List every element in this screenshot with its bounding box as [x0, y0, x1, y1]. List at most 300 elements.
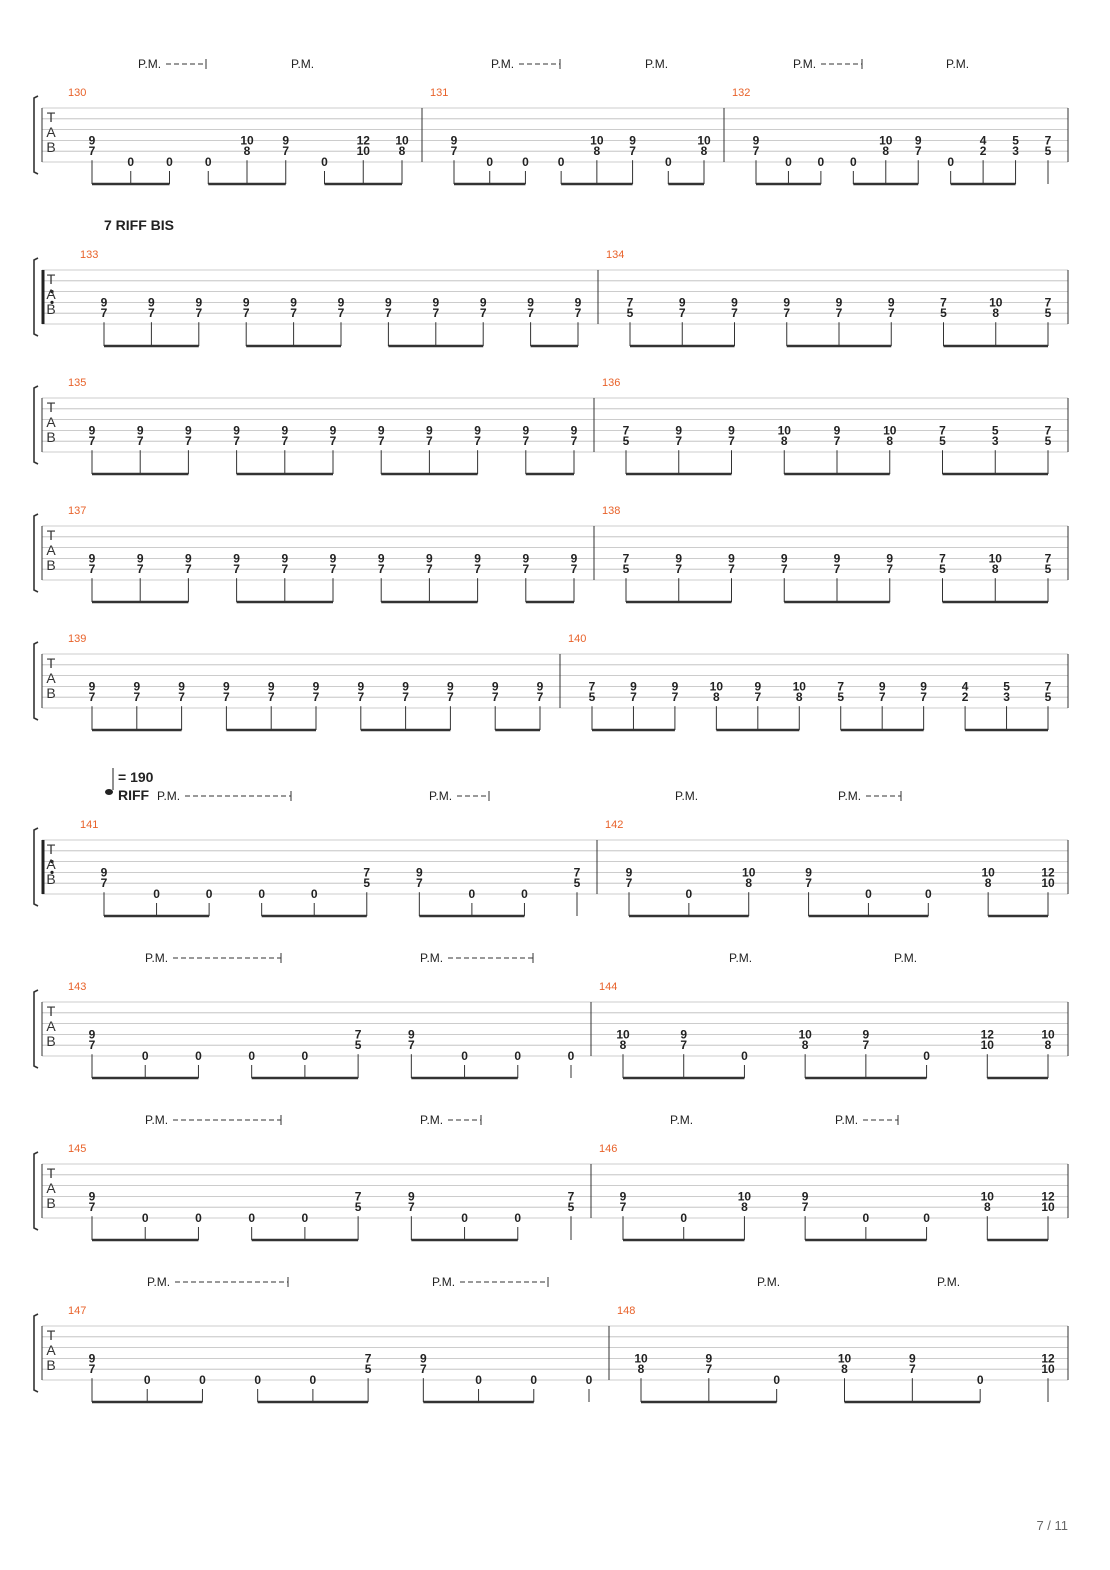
- fret-number: 0: [141, 1211, 149, 1225]
- fret-number: 9: [88, 1189, 96, 1204]
- fret-number: 7: [625, 876, 633, 891]
- palm-mute-label: P.M.: [757, 1275, 781, 1289]
- section-label: 7 RIFF BIS: [104, 217, 175, 233]
- fret-number: 9: [630, 679, 637, 694]
- fret-number: 0: [461, 1211, 468, 1225]
- fret-number: 7: [570, 562, 578, 577]
- fret-number: 7: [407, 1200, 415, 1215]
- fret-number: 7: [878, 690, 886, 705]
- fret-number: 9: [223, 679, 230, 694]
- fret-number: 0: [773, 1373, 781, 1387]
- palm-mute-label: P.M.: [145, 951, 169, 965]
- fret-number: 7: [1044, 679, 1052, 694]
- fret-number: 7: [385, 306, 392, 321]
- fret-number: 8: [991, 562, 999, 577]
- fret-number: 8: [992, 306, 1000, 321]
- fret-number: 7: [675, 434, 683, 449]
- fret-number: 10: [697, 133, 711, 148]
- fret-number: 10: [988, 551, 1002, 566]
- fret-number: 9: [178, 679, 185, 694]
- system-bracket: [34, 642, 38, 720]
- fret-number: 8: [983, 1200, 991, 1215]
- fret-number: 7: [630, 690, 637, 705]
- fret-number: 10: [240, 133, 254, 148]
- fret-number: 7: [914, 144, 922, 159]
- fret-number: 0: [310, 887, 318, 901]
- fret-number: 9: [908, 1351, 916, 1366]
- tab-clef-letter: A: [46, 670, 56, 686]
- fret-number: 7: [754, 690, 762, 705]
- fret-number: 10: [1041, 1200, 1055, 1215]
- fret-number: 7: [678, 306, 686, 321]
- tab-clef-letter: T: [46, 1327, 56, 1343]
- fret-number: 9: [337, 295, 345, 310]
- fret-number: 5: [939, 434, 946, 449]
- system-bracket: [34, 1152, 38, 1230]
- fret-number: 9: [432, 295, 440, 310]
- tab-clef-letter: B: [46, 557, 56, 573]
- tab-clef-letter: A: [46, 286, 56, 302]
- fret-number: 8: [619, 1038, 627, 1053]
- tab-clef-letter: B: [46, 1033, 56, 1049]
- fret-number: 9: [385, 295, 392, 310]
- fret-number: 9: [914, 133, 922, 148]
- fret-number: 0: [862, 1211, 870, 1225]
- fret-number: 7: [88, 1200, 96, 1215]
- fret-number: 7: [363, 865, 371, 880]
- fret-number: 8: [398, 144, 406, 159]
- fret-number: 7: [88, 690, 96, 705]
- measure-number: 148: [617, 1305, 636, 1317]
- fret-number: 8: [795, 690, 803, 705]
- fret-number: 0: [248, 1211, 256, 1225]
- fret-number: 0: [301, 1211, 309, 1225]
- fret-number: 7: [354, 1189, 362, 1204]
- fret-number: 7: [148, 306, 155, 321]
- fret-number: 9: [88, 551, 96, 566]
- fret-number: 5: [939, 562, 946, 577]
- fret-number: 7: [536, 690, 544, 705]
- fret-number: 7: [671, 690, 679, 705]
- fret-number: 5: [837, 690, 845, 705]
- fret-number: 9: [522, 551, 530, 566]
- fret-number: 9: [920, 679, 927, 694]
- fret-number: 9: [527, 295, 534, 310]
- fret-number: 7: [354, 1027, 362, 1042]
- fret-number: 9: [88, 679, 96, 694]
- fret-number: 7: [728, 562, 735, 577]
- fret-number: 7: [281, 562, 289, 577]
- tab-clef-letter: B: [46, 301, 56, 317]
- fret-number: 5: [1044, 690, 1052, 705]
- fret-number: 9: [185, 551, 192, 566]
- fret-number: 7: [527, 306, 534, 321]
- fret-number: 7: [329, 562, 337, 577]
- fret-number: 0: [865, 887, 872, 901]
- palm-mute-label: P.M.: [793, 57, 817, 71]
- fret-number: 0: [923, 1049, 930, 1063]
- fret-number: 7: [312, 690, 320, 705]
- fret-number: 9: [678, 295, 686, 310]
- fret-number: 0: [321, 155, 328, 169]
- fret-number: 8: [780, 434, 788, 449]
- fret-number: 7: [588, 679, 596, 694]
- fret-number: 7: [479, 306, 487, 321]
- fret-number: 10: [980, 1189, 994, 1204]
- fret-number: 7: [680, 1038, 688, 1053]
- fret-number: 7: [136, 434, 144, 449]
- fret-number: 7: [282, 144, 290, 159]
- fret-number: 9: [426, 423, 433, 438]
- fret-number: 9: [835, 295, 843, 310]
- fret-number: 12: [1041, 865, 1055, 880]
- fret-number: 5: [1044, 306, 1052, 321]
- fret-number: 7: [1044, 295, 1052, 310]
- fret-number: 4: [979, 133, 987, 148]
- fret-number: 0: [248, 1049, 256, 1063]
- fret-number: 10: [634, 1351, 648, 1366]
- palm-mute-label: P.M.: [946, 57, 970, 71]
- fret-number: 7: [100, 876, 108, 891]
- fret-number: 7: [939, 551, 946, 566]
- fret-number: 0: [166, 155, 173, 169]
- fret-number: 10: [590, 133, 604, 148]
- fret-number: 7: [728, 434, 735, 449]
- fret-number: 9: [447, 679, 454, 694]
- fret-number: 9: [450, 133, 458, 148]
- fret-number: 9: [100, 295, 108, 310]
- fret-number: 0: [205, 887, 213, 901]
- fret-number: 0: [461, 1049, 468, 1063]
- tab-clef-letter: T: [46, 527, 56, 543]
- fret-number: 7: [185, 434, 192, 449]
- fret-number: 0: [514, 1211, 522, 1225]
- fret-number: 0: [685, 887, 693, 901]
- fret-number: 10: [709, 679, 724, 694]
- fret-number: 0: [785, 155, 792, 169]
- tab-clef-letter: B: [46, 1195, 56, 1211]
- fret-number: 7: [474, 562, 481, 577]
- fret-number: 7: [522, 434, 530, 449]
- fret-number: 10: [989, 295, 1003, 310]
- fret-number: 7: [88, 144, 96, 159]
- fret-number: 9: [88, 133, 96, 148]
- fret-number: 9: [574, 295, 582, 310]
- tab-clef-letter: T: [46, 841, 56, 857]
- measure-number: 130: [68, 87, 87, 99]
- fret-number: 9: [625, 865, 633, 880]
- fret-number: 10: [742, 865, 756, 880]
- system-bracket: [34, 514, 38, 592]
- tab-clef-letter: T: [46, 109, 56, 125]
- fret-number: 7: [329, 434, 337, 449]
- fret-number: 0: [557, 155, 565, 169]
- fret-number: 7: [752, 144, 760, 159]
- fret-number: 3: [1012, 144, 1019, 159]
- tab-clef-letter: A: [46, 856, 56, 872]
- palm-mute-label: P.M.: [675, 789, 699, 803]
- fret-number: 7: [450, 144, 458, 159]
- fret-number: 7: [223, 690, 230, 705]
- fret-number: 7: [100, 306, 108, 321]
- fret-number: 9: [281, 551, 289, 566]
- palm-mute-label: P.M.: [420, 951, 444, 965]
- fret-number: 7: [835, 306, 843, 321]
- fret-number: 5: [354, 1038, 362, 1053]
- fret-number: 0: [849, 155, 857, 169]
- measure-number: 139: [68, 633, 87, 645]
- fret-number: 10: [737, 1189, 752, 1204]
- fret-number: 7: [619, 1200, 627, 1215]
- fret-number: 7: [629, 144, 636, 159]
- fret-number: 7: [920, 690, 927, 705]
- fret-number: 7: [407, 1038, 415, 1053]
- fret-number: 9: [100, 865, 108, 880]
- fret-number: 9: [290, 295, 297, 310]
- palm-mute-label: P.M.: [670, 1113, 694, 1127]
- fret-number: 7: [705, 1362, 713, 1377]
- tempo-marking: = 190: [118, 769, 154, 785]
- fret-number: 0: [153, 887, 160, 901]
- measure-number: 147: [68, 1305, 87, 1317]
- fret-number: 7: [402, 690, 409, 705]
- fret-number: 9: [312, 679, 320, 694]
- fret-number: 0: [514, 1049, 522, 1063]
- fret-number: 0: [486, 155, 494, 169]
- fret-number: 7: [801, 1200, 809, 1215]
- fret-number: 8: [745, 876, 753, 891]
- fret-number: 0: [258, 887, 266, 901]
- measure-number: 137: [68, 505, 87, 517]
- fret-number: 5: [354, 1200, 362, 1215]
- fret-number: 10: [798, 1027, 812, 1042]
- fret-number: 9: [570, 551, 578, 566]
- system-bracket: [34, 386, 38, 464]
- fret-number: 9: [752, 133, 760, 148]
- fret-number: 7: [290, 306, 297, 321]
- palm-mute-label: P.M.: [937, 1275, 961, 1289]
- fret-number: 9: [195, 295, 203, 310]
- fret-number: 0: [976, 1373, 984, 1387]
- palm-mute-label: P.M.: [157, 789, 181, 803]
- fret-number: 9: [242, 295, 250, 310]
- fret-number: 9: [282, 133, 290, 148]
- fret-number: 7: [281, 434, 289, 449]
- fret-number: 0: [741, 1049, 748, 1063]
- tab-clef-letter: B: [46, 139, 56, 155]
- fret-number: 5: [626, 306, 634, 321]
- system-bracket: [34, 1314, 38, 1392]
- fret-number: 8: [882, 144, 890, 159]
- fret-number: 0: [199, 1373, 206, 1387]
- fret-number: 7: [805, 876, 812, 891]
- fret-number: 7: [133, 690, 141, 705]
- measure-number: 136: [602, 377, 621, 389]
- fret-number: 5: [1044, 434, 1052, 449]
- fret-number: 9: [377, 551, 385, 566]
- fret-number: 7: [886, 562, 894, 577]
- palm-mute-label: P.M.: [838, 789, 862, 803]
- tab-clef-letter: B: [46, 871, 56, 887]
- fret-number: 0: [475, 1373, 482, 1387]
- fret-number: 2: [979, 144, 987, 159]
- fret-number: 10: [879, 133, 893, 148]
- fret-number: 10: [777, 423, 791, 438]
- measure-number: 140: [568, 633, 587, 645]
- system-bracket: [34, 258, 38, 336]
- palm-mute-label: P.M.: [429, 789, 453, 803]
- fret-number: 0: [924, 887, 932, 901]
- fret-number: 0: [141, 1049, 149, 1063]
- fret-number: 9: [728, 423, 735, 438]
- fret-number: 7: [233, 434, 240, 449]
- palm-mute-label: P.M.: [291, 57, 315, 71]
- fret-number: 8: [984, 876, 992, 891]
- fret-number: 0: [817, 155, 825, 169]
- fret-number: 0: [127, 155, 135, 169]
- fret-number: 0: [204, 155, 212, 169]
- fret-number: 7: [233, 562, 240, 577]
- fret-number: 0: [521, 887, 528, 901]
- fret-number: 7: [357, 690, 365, 705]
- fret-number: 0: [664, 155, 672, 169]
- fret-number: 9: [136, 423, 144, 438]
- fret-number: 7: [136, 562, 144, 577]
- fret-number: 5: [567, 1200, 575, 1215]
- section-label: RIFF: [118, 787, 150, 803]
- fret-number: 7: [426, 562, 433, 577]
- fret-number: 7: [432, 306, 440, 321]
- fret-number: 7: [337, 306, 345, 321]
- fret-number: 9: [88, 423, 96, 438]
- fret-number: 7: [567, 1189, 575, 1204]
- fret-number: 7: [88, 562, 96, 577]
- tab-clef-letter: A: [46, 124, 56, 140]
- tab-clef-letter: T: [46, 1165, 56, 1181]
- fret-number: 9: [728, 551, 735, 566]
- fret-number: 7: [1044, 133, 1052, 148]
- fret-number: 0: [195, 1211, 202, 1225]
- fret-number: 7: [364, 1351, 372, 1366]
- fret-number: 7: [780, 562, 788, 577]
- tab-clef-letter: B: [46, 685, 56, 701]
- measure-number: 141: [80, 819, 99, 831]
- fret-number: 7: [622, 423, 630, 438]
- fret-number: 0: [301, 1049, 309, 1063]
- fret-number: 9: [675, 423, 683, 438]
- fret-number: 8: [243, 144, 251, 159]
- fret-number: 7: [622, 551, 630, 566]
- fret-number: 0: [254, 1373, 262, 1387]
- fret-number: 7: [377, 434, 385, 449]
- fret-number: 9: [136, 551, 144, 566]
- fret-number: 7: [185, 562, 192, 577]
- fret-number: 7: [88, 1038, 96, 1053]
- fret-number: 10: [395, 133, 409, 148]
- fret-number: 9: [619, 1189, 627, 1204]
- fret-number: 9: [281, 423, 289, 438]
- fret-number: 10: [883, 423, 897, 438]
- fret-number: 7: [377, 562, 385, 577]
- fret-number: 0: [530, 1373, 538, 1387]
- system-bracket: [34, 990, 38, 1068]
- palm-mute-label: P.M.: [432, 1275, 456, 1289]
- fret-number: 12: [980, 1027, 994, 1042]
- fret-number: 5: [991, 423, 999, 438]
- fret-number: 9: [88, 1351, 96, 1366]
- palm-mute-label: P.M.: [729, 951, 753, 965]
- fret-number: 9: [833, 423, 841, 438]
- fret-number: 7: [447, 690, 454, 705]
- fret-number: 10: [792, 679, 806, 694]
- measure-number: 134: [606, 249, 625, 261]
- fret-number: 9: [783, 295, 791, 310]
- fret-number: 10: [837, 1351, 852, 1366]
- measure-number: 133: [80, 249, 99, 261]
- tab-clef-letter: B: [46, 1357, 56, 1373]
- palm-mute-label: P.M.: [894, 951, 918, 965]
- fret-number: 7: [783, 306, 791, 321]
- fret-number: 4: [961, 679, 969, 694]
- measure-number: 135: [68, 377, 87, 389]
- system-bracket: [34, 96, 38, 174]
- fret-number: 10: [1041, 1362, 1055, 1377]
- fret-number: 7: [415, 876, 423, 891]
- fret-number: 7: [491, 690, 499, 705]
- fret-number: 5: [940, 306, 947, 321]
- palm-mute-label: P.M.: [645, 57, 669, 71]
- fret-number: 7: [731, 306, 738, 321]
- fret-number: 9: [329, 551, 337, 566]
- tab-clef-letter: B: [46, 429, 56, 445]
- fret-number: 7: [419, 1362, 427, 1377]
- tab-clef-letter: T: [46, 399, 56, 415]
- fret-number: 8: [700, 144, 708, 159]
- measure-number: 138: [602, 505, 621, 517]
- fret-number: 7: [833, 434, 841, 449]
- fret-number: 7: [426, 434, 433, 449]
- fret-number: 9: [536, 679, 544, 694]
- measure-number: 144: [599, 981, 618, 993]
- fret-number: 7: [178, 690, 185, 705]
- fret-number: 9: [705, 1351, 713, 1366]
- fret-number: 7: [1044, 551, 1052, 566]
- fret-number: 12: [1041, 1351, 1055, 1366]
- fret-number: 12: [1041, 1189, 1055, 1204]
- fret-number: 9: [148, 295, 155, 310]
- fret-number: 9: [233, 423, 240, 438]
- fret-number: 9: [402, 679, 409, 694]
- measure-number: 132: [732, 87, 751, 99]
- system-bracket: [34, 828, 38, 906]
- fret-number: 7: [267, 690, 275, 705]
- fret-number: 9: [491, 679, 499, 694]
- fret-number: 7: [88, 1362, 96, 1377]
- fret-number: 7: [626, 295, 634, 310]
- fret-number: 7: [242, 306, 250, 321]
- fret-number: 9: [419, 1351, 427, 1366]
- fret-number: 10: [980, 1038, 994, 1053]
- fret-number: 5: [622, 562, 630, 577]
- fret-number: 9: [415, 865, 423, 880]
- fret-number: 9: [680, 1027, 688, 1042]
- fret-number: 8: [801, 1038, 809, 1053]
- fret-number: 9: [862, 1027, 870, 1042]
- fret-number: 5: [364, 1362, 372, 1377]
- fret-number: 5: [1003, 679, 1010, 694]
- fret-number: 7: [574, 306, 582, 321]
- fret-number: 8: [741, 1200, 748, 1215]
